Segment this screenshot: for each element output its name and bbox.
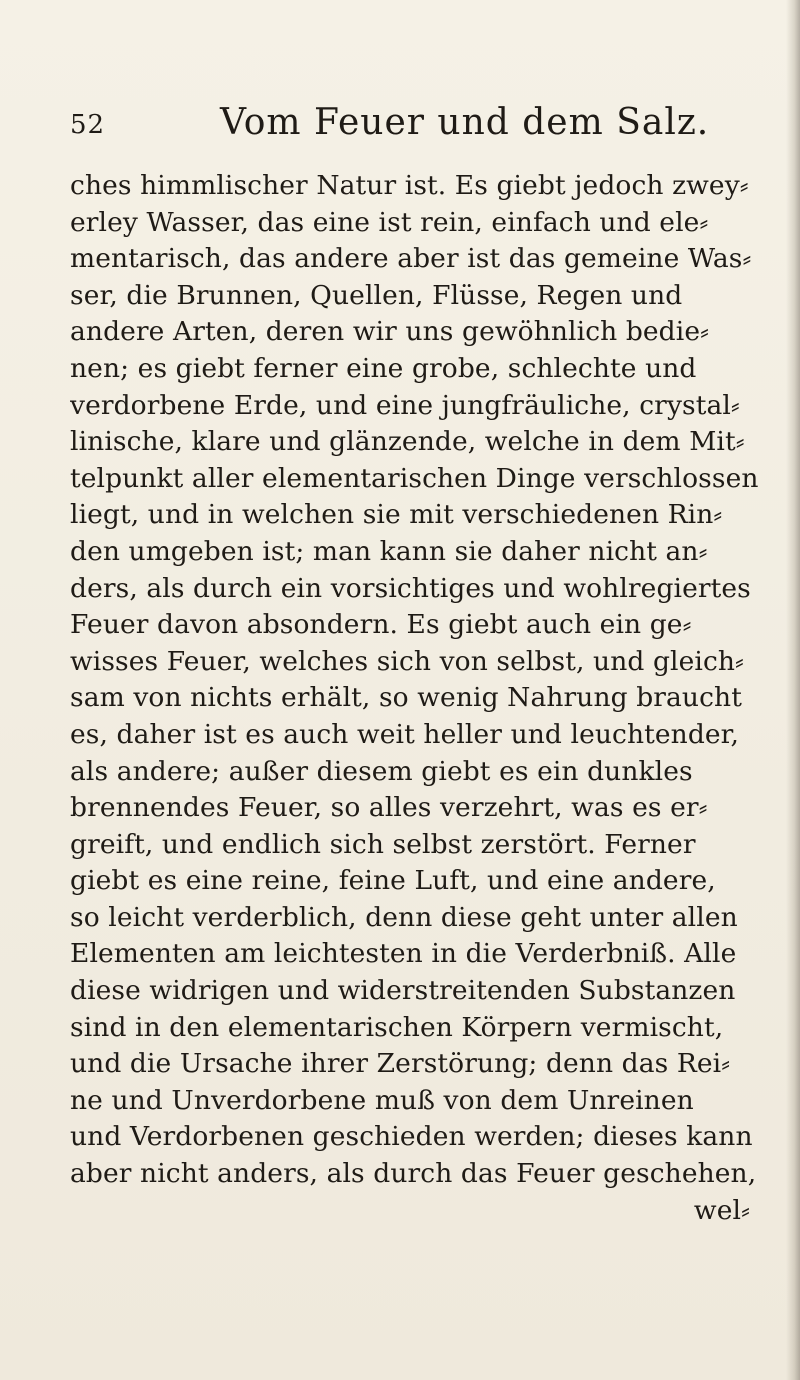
text-line: und die Ursache ihrer Zerstörung; denn das Rei⸗	[70, 1048, 731, 1080]
text-line: ches himmlischer Natur ist. Es giebt jedoch zwey⸗	[70, 170, 749, 201]
text-line: brennendes Feuer, so alles verzehrt, was es er⸗	[70, 792, 708, 824]
running-title: Vom Feuer und dem Salz.	[220, 102, 710, 143]
text-line: ser, die Brunnen, Quellen, Flüsse, Regen und	[70, 279, 683, 311]
text-line: aber nicht anders, als durch das Feuer geschehen,	[70, 1158, 757, 1190]
text-line: andere Arten, deren wir uns gewöhnlich bedie⸗	[70, 316, 710, 348]
text-line: sind in den elementarischen Körpern vermischt,	[70, 1011, 724, 1043]
text-line: ders, als durch ein vorsichtiges und wohlregiertes	[70, 572, 751, 604]
text-line: giebt es eine reine, feine Luft, und eine andere,	[70, 865, 716, 897]
text-line: Feuer davon absondern. Es giebt auch ein ge⸗	[70, 609, 692, 641]
text-line: nen; es giebt ferner eine grobe, schlechte und	[70, 352, 697, 384]
text-line: so leicht verderblich, denn diese geht unter allen	[70, 901, 738, 933]
catchword: wel⸗	[693, 1194, 750, 1226]
text-line: liegt, und in welchen sie mit verschiedenen Rin⸗	[70, 499, 723, 531]
text-line: linische, klare und glänzende, welche in dem Mit⸗	[70, 426, 745, 458]
text-line: Elementen am leichtesten in die Verderbniß. Alle	[70, 938, 737, 970]
page-edge-shadow	[786, 0, 800, 1380]
text-line: verdorbene Erde, und eine jungfräuliche, crystal⸗	[70, 389, 740, 421]
running-header	[70, 100, 760, 160]
text-line: sam von nichts erhält, so wenig Nahrung braucht	[70, 682, 742, 714]
text-line: diese widrigen und widerstreitenden Substanzen	[70, 975, 736, 1007]
body-text	[70, 168, 770, 1229]
text-line: ne und Unverdorbene muß von dem Unreinen	[70, 1084, 694, 1116]
text-line: erley Wasser, das eine ist rein, einfach und ele⸗	[70, 206, 709, 238]
page-number: 52	[70, 110, 106, 140]
text-line: als andere; außer diesem giebt es ein dunkles	[70, 755, 693, 787]
text-line: greift, und endlich sich selbst zerstört. Ferner	[70, 828, 696, 860]
text-line: telpunkt aller elementarischen Dinge verschlossen	[70, 462, 759, 494]
text-line: wisses Feuer, welches sich von selbst, und gleich⸗	[70, 645, 744, 677]
text-line: den umgeben ist; man kann sie daher nicht an⸗	[70, 535, 708, 567]
text-line: mentarisch, das andere aber ist das gemeine Was⸗	[70, 243, 752, 275]
text-line: und Verdorbenen geschieden werden; dieses kann	[70, 1121, 753, 1153]
text-line: es, daher ist es auch weit heller und leuchtender,	[70, 718, 740, 750]
